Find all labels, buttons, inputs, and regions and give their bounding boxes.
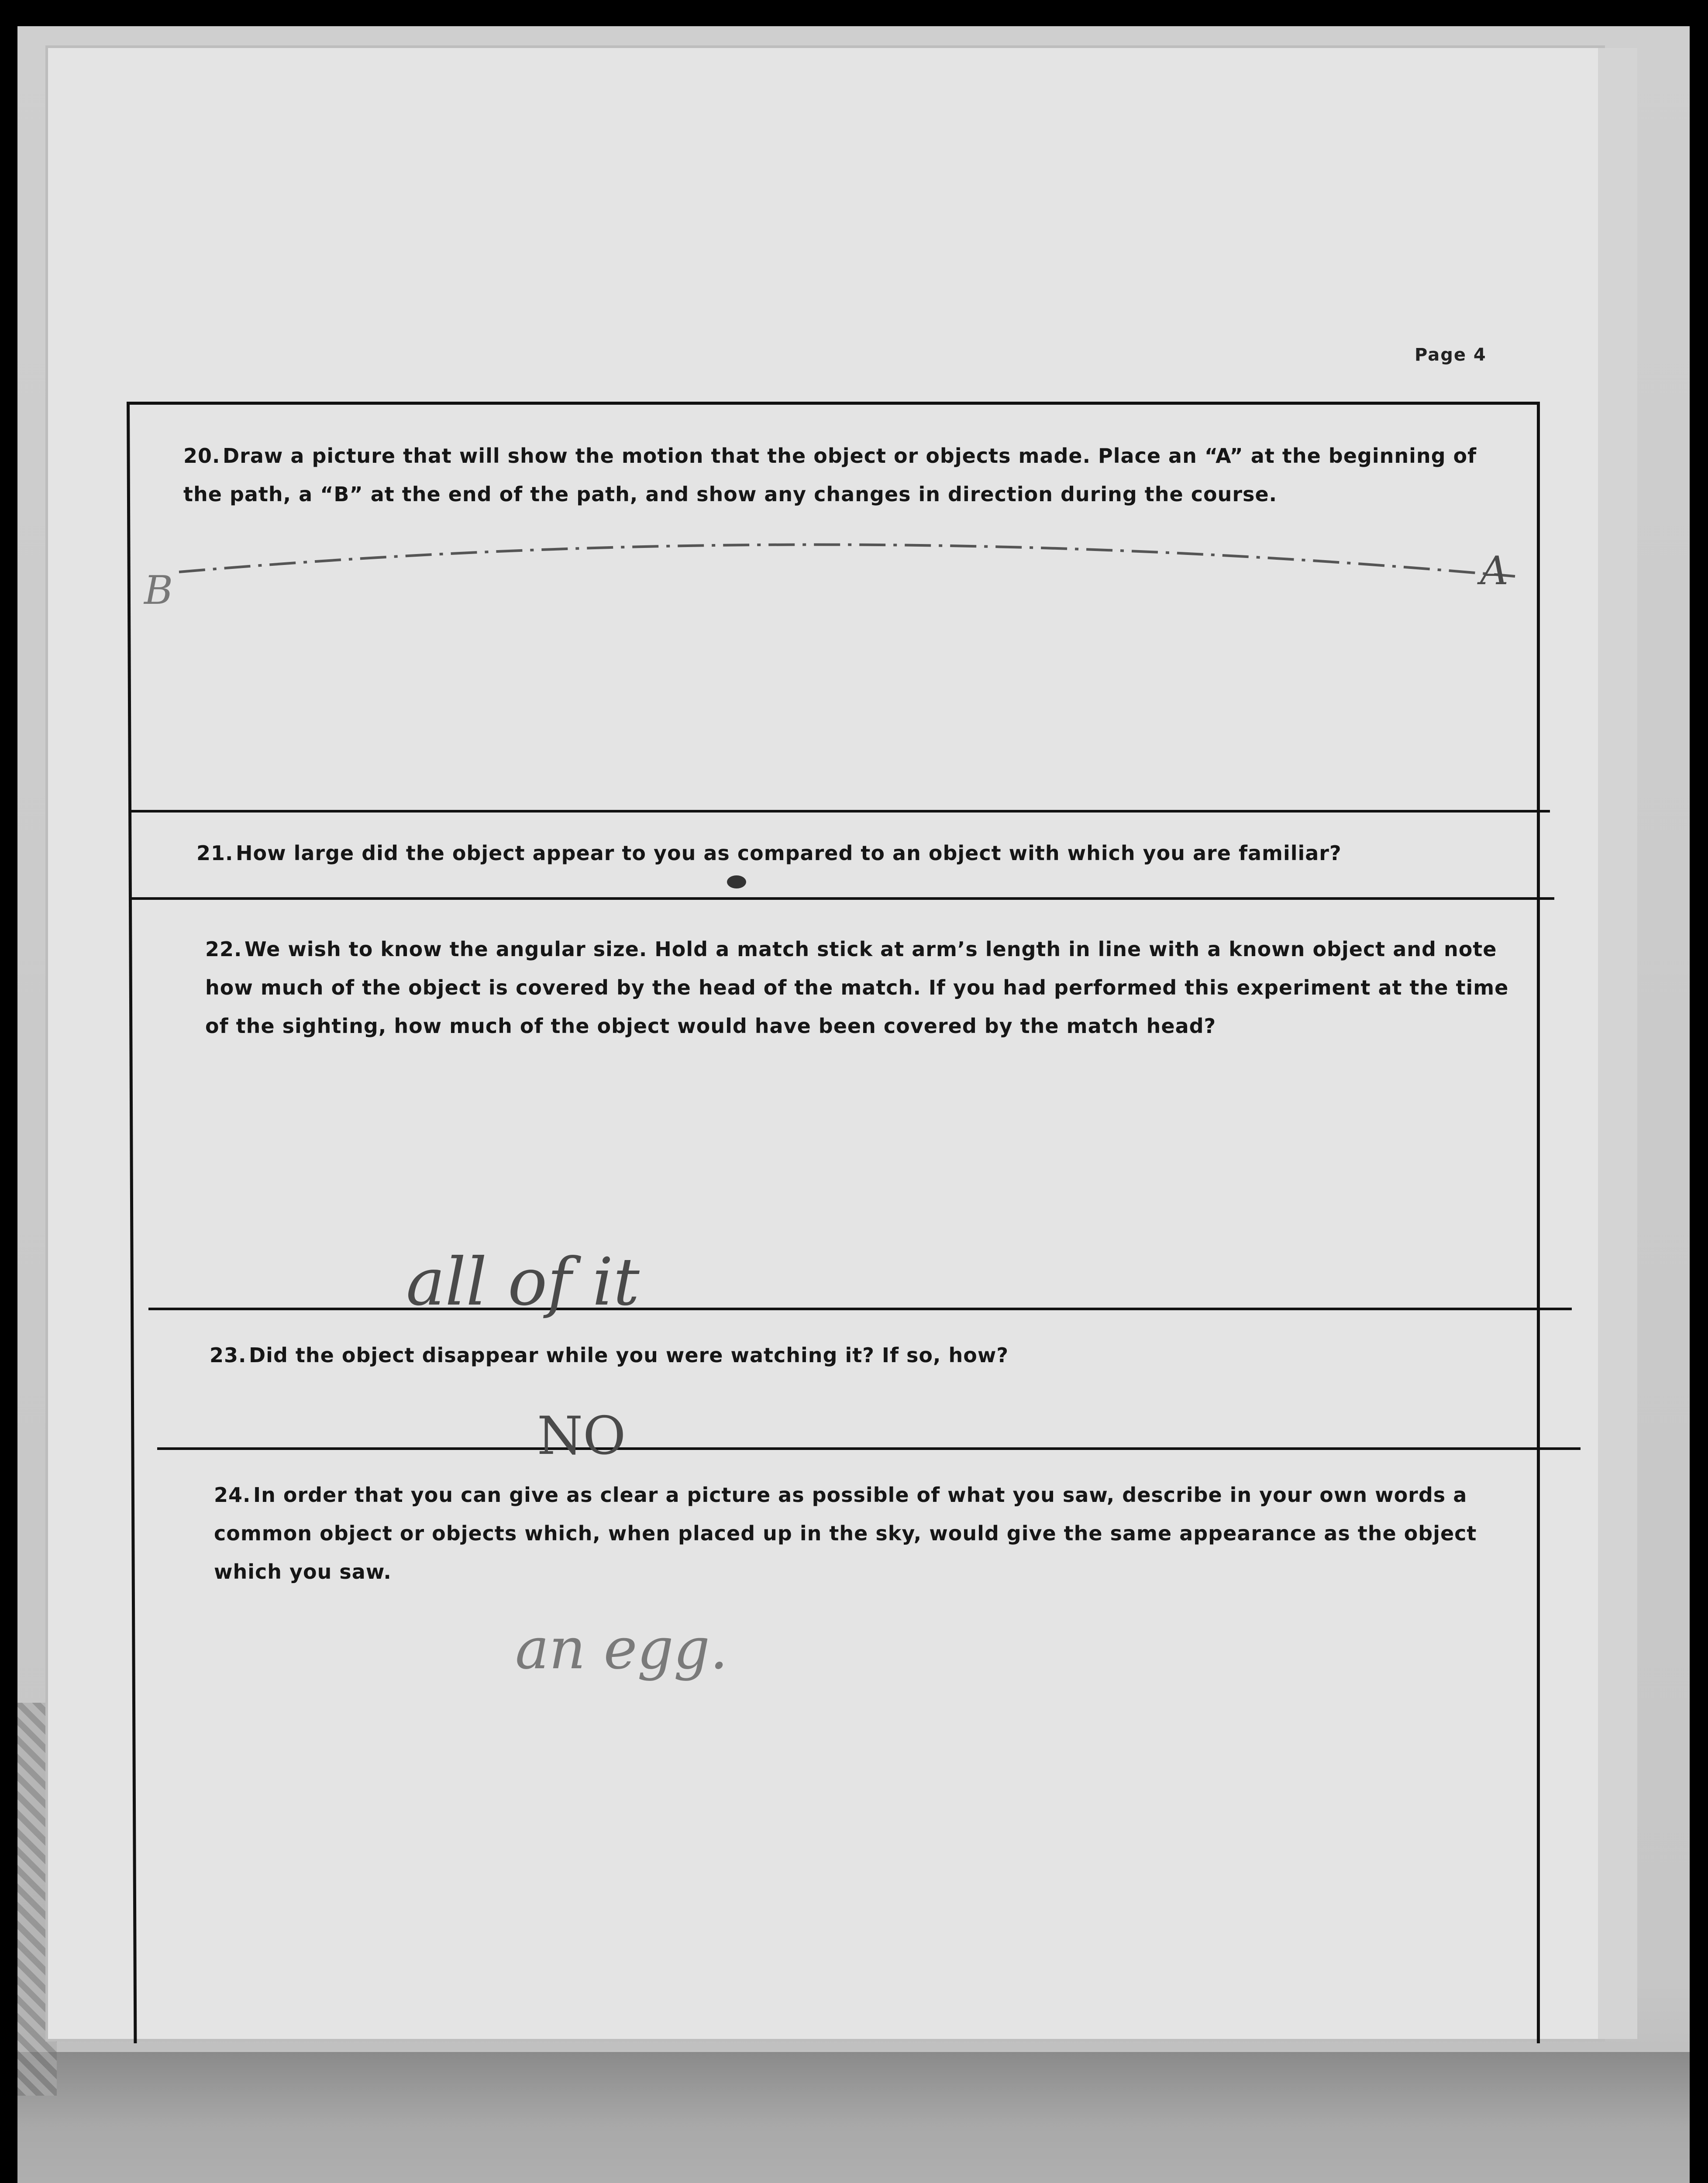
path-label-b: B <box>144 568 173 613</box>
page-number: Page 4 <box>1415 345 1487 365</box>
row-divider-22 <box>148 1308 1572 1310</box>
question-text: Draw a picture that will show the motion that the object or objects made. Place an “A” at the beginning of the path, a “B” at the end of the path, and show any changes in direction during the course. <box>183 444 1477 506</box>
ink-blot <box>727 875 746 888</box>
question-text: In order that you can give as clear a picture as possible of what you saw, describe in your own words a common object or objects which, when placed up in the sky, would give the same appearance as the object which you saw. <box>214 1483 1477 1584</box>
question-number: 24. <box>214 1483 251 1507</box>
row-divider-20 <box>131 810 1550 813</box>
question-number: 23. <box>210 1343 247 1367</box>
row-divider-21 <box>131 897 1554 900</box>
page-edge <box>1598 48 1637 2039</box>
question-text: How large did the object appear to you as compared to an object with which you are familiar? <box>236 841 1342 865</box>
row-divider-23 <box>157 1447 1581 1450</box>
question-number: 22. <box>205 937 242 961</box>
question-number: 20. <box>183 444 220 468</box>
question-text: Did the object disappear while you were watching it? If so, how? <box>249 1343 1009 1367</box>
question-text: We wish to know the angular size. Hold a match stick at arm’s length in line with a known object and note how much of the object is covered by the head of the match. If you had performed this experiment at the time of the sighting, how much of the object would have been covered by the match head? <box>205 937 1509 1038</box>
question-number: 21. <box>196 841 234 865</box>
photo-lower-margin <box>17 2052 1690 2183</box>
motion-path-drawing <box>140 524 1559 611</box>
question-24 <box>214 1476 1524 1591</box>
answer-23-handwriting: NO <box>537 1406 626 1467</box>
question-20 <box>183 437 1493 513</box>
path-label-a: A <box>1480 548 1508 594</box>
table-top-border <box>127 402 1537 405</box>
question-22 <box>205 930 1515 1045</box>
question-21 <box>196 834 1528 872</box>
answer-22-handwriting: all of it <box>406 1244 640 1320</box>
table-right-border <box>1537 402 1540 2043</box>
answer-24-handwriting: an egg. <box>515 1615 728 1682</box>
question-23 <box>210 1336 1519 1374</box>
